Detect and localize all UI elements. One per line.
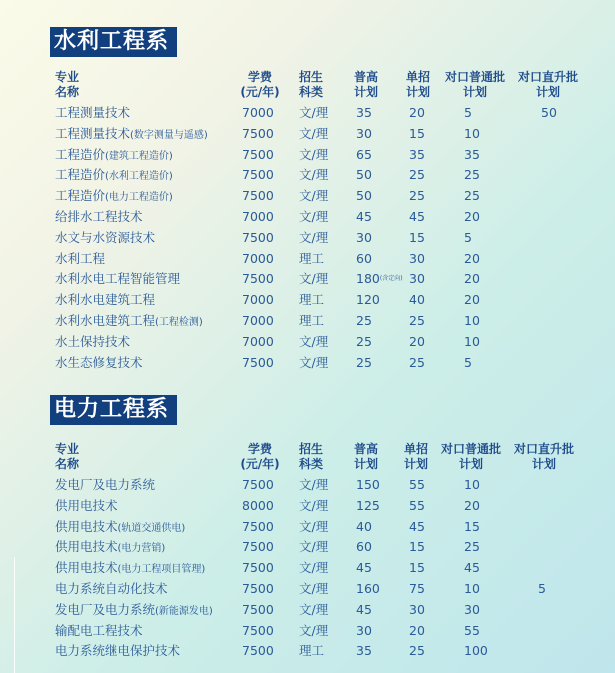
tuition-fee: 7500 bbox=[242, 188, 274, 204]
major-name: 水利水电建筑工程(工程检测) bbox=[55, 313, 203, 328]
gaokao-plan: 25 bbox=[356, 354, 372, 370]
danzhao-plan: 40 bbox=[409, 292, 425, 308]
major-subtitle: (电力工程项目管理) bbox=[117, 564, 206, 576]
duikou-plan: 10 bbox=[464, 333, 480, 349]
category: 理工 bbox=[299, 313, 325, 328]
gaokao-plan: 30 bbox=[356, 229, 372, 245]
gaokao-plan: 60 bbox=[356, 250, 372, 266]
major-name: 水利水电工程智能管理 bbox=[55, 271, 181, 287]
major-name: 工程造价(电力工程造价) bbox=[55, 188, 173, 204]
category: 文/理 bbox=[299, 146, 329, 162]
danzhao-plan: 45 bbox=[409, 518, 425, 534]
duikou-plan: 55 bbox=[464, 622, 480, 638]
major-name: 水文与水资源技术 bbox=[55, 229, 156, 245]
category: 文/理 bbox=[299, 125, 329, 141]
duikou-plan: 10 bbox=[464, 477, 480, 492]
major-subtitle: (新能源发电) bbox=[155, 605, 213, 617]
danzhao-plan: 15 bbox=[409, 125, 425, 141]
category: 文/理 bbox=[299, 539, 329, 555]
category: 文/理 bbox=[299, 601, 329, 617]
tuition-fee: 7500 bbox=[242, 601, 274, 617]
duikou-plan: 35 bbox=[464, 146, 480, 162]
header-zhisheng-plan: 对口直升批 计划 bbox=[517, 70, 578, 99]
table-row bbox=[0, 599, 615, 620]
major-name: 工程造价(水利工程造价) bbox=[55, 167, 173, 183]
gaokao-plan: 25 bbox=[356, 313, 372, 328]
category: 文/理 bbox=[299, 622, 329, 638]
major-name: 输配电工程技术 bbox=[55, 622, 143, 638]
category: 文/理 bbox=[299, 167, 329, 183]
header-duikou-plan: 对口普通批 计划 bbox=[440, 442, 501, 471]
major-subtitle: (建筑工程造价) bbox=[105, 150, 173, 162]
header-duikou-plan: 对口普通批 计划 bbox=[444, 70, 505, 99]
category: 理工 bbox=[299, 292, 325, 308]
category: 文/理 bbox=[299, 105, 329, 120]
category: 文/理 bbox=[299, 354, 329, 370]
gaokao-plan: 25 bbox=[356, 333, 372, 349]
category: 文/理 bbox=[299, 271, 329, 287]
duikou-plan: 45 bbox=[464, 560, 480, 576]
duikou-plan: 25 bbox=[464, 539, 480, 555]
header-zhisheng-plan: 对口直升批 计划 bbox=[513, 442, 574, 471]
category: 理工 bbox=[299, 250, 325, 266]
gaokao-plan: 40 bbox=[356, 518, 372, 534]
table-row bbox=[0, 123, 615, 144]
table-row bbox=[0, 227, 615, 248]
gaokao-plan: 50 bbox=[356, 167, 372, 183]
header-fee: 学费 (元/年) bbox=[240, 70, 280, 99]
header-fee: 学费 (元/年) bbox=[240, 442, 280, 471]
duikou-plan: 10 bbox=[464, 581, 480, 596]
tuition-fee: 7500 bbox=[242, 539, 274, 555]
danzhao-plan: 25 bbox=[409, 643, 425, 659]
table-row bbox=[0, 474, 615, 495]
danzhao-plan: 20 bbox=[409, 333, 425, 349]
table-row bbox=[0, 536, 615, 557]
table-row bbox=[0, 248, 615, 269]
duikou-plan: 5 bbox=[464, 105, 472, 120]
category: 文/理 bbox=[299, 560, 329, 576]
major-name: 水生态修复技术 bbox=[55, 354, 143, 370]
danzhao-plan: 75 bbox=[409, 581, 425, 596]
category: 文/理 bbox=[299, 497, 329, 513]
table-row bbox=[0, 557, 615, 578]
danzhao-plan: 30 bbox=[409, 250, 425, 266]
tuition-fee: 7500 bbox=[242, 477, 274, 492]
major-subtitle: (数字测量与遥感) bbox=[130, 129, 208, 141]
header-gaokao-plan: 普高 计划 bbox=[354, 70, 379, 99]
category: 文/理 bbox=[299, 581, 329, 596]
danzhao-plan: 25 bbox=[409, 167, 425, 183]
table-row bbox=[0, 268, 615, 289]
gaokao-plan: 65 bbox=[356, 146, 372, 162]
duikou-plan: 30 bbox=[464, 601, 480, 617]
gaokao-plan: $180^{(含定向)}$ bbox=[356, 271, 403, 287]
tuition-fee: 7500 bbox=[242, 354, 274, 370]
major-name: 水利水电建筑工程 bbox=[55, 292, 156, 308]
duikou-plan: 10 bbox=[464, 125, 480, 141]
tuition-fee: 7500 bbox=[242, 125, 274, 141]
gaokao-plan: 30 bbox=[356, 125, 372, 141]
major-subtitle: (电力营销) bbox=[117, 543, 166, 555]
danzhao-plan: 30 bbox=[409, 601, 425, 617]
header-gaokao-plan: 普高 计划 bbox=[354, 442, 379, 471]
danzhao-plan: 20 bbox=[409, 105, 425, 120]
gaokao-plan: 125 bbox=[356, 497, 380, 513]
tuition-fee: 7000 bbox=[242, 105, 274, 120]
table-row bbox=[0, 516, 615, 537]
duikou-plan: 20 bbox=[464, 250, 480, 266]
duikou-plan: 25 bbox=[464, 188, 480, 204]
gaokao-plan: 60 bbox=[356, 539, 372, 555]
tuition-fee: 7000 bbox=[242, 209, 274, 224]
gaokao-plan: 45 bbox=[356, 560, 372, 576]
tuition-fee: 7500 bbox=[242, 271, 274, 287]
category: 理工 bbox=[299, 643, 325, 659]
gaokao-plan: 160 bbox=[356, 581, 380, 596]
major-name: 供用电技术(电力营销) bbox=[55, 539, 166, 555]
category: 文/理 bbox=[299, 477, 329, 492]
tuition-fee: 7500 bbox=[242, 581, 274, 596]
tuition-fee: 7000 bbox=[242, 333, 274, 349]
tuition-fee: 7000 bbox=[242, 292, 274, 308]
category: 文/理 bbox=[299, 333, 329, 349]
section-title-power: 电力工程系 bbox=[50, 395, 177, 425]
major-subtitle: (轨道交通供电) bbox=[117, 522, 186, 534]
duikou-plan: 5 bbox=[464, 354, 472, 370]
category: 文/理 bbox=[299, 188, 329, 204]
table-row bbox=[0, 164, 615, 185]
gaokao-plan: 30 bbox=[356, 622, 372, 638]
section-title-water: 水利工程系 bbox=[50, 27, 177, 57]
header-danzhao-plan: 单招 计划 bbox=[406, 70, 431, 99]
header-category: 招生 科类 bbox=[299, 442, 324, 471]
gaokao-plan: 45 bbox=[356, 209, 372, 224]
header-name: 专业 名称 bbox=[55, 70, 80, 99]
major-name: 水土保持技术 bbox=[55, 333, 131, 349]
category: 文/理 bbox=[299, 209, 329, 224]
tuition-fee: 7500 bbox=[242, 229, 274, 245]
tuition-fee: 7500 bbox=[242, 146, 274, 162]
table-row bbox=[0, 144, 615, 165]
table-row bbox=[0, 495, 615, 516]
gaokao-plan: 45 bbox=[356, 601, 372, 617]
duikou-plan: 5 bbox=[464, 229, 472, 245]
header-name: 专业 名称 bbox=[55, 442, 80, 471]
category: 文/理 bbox=[299, 229, 329, 245]
tuition-fee: 8000 bbox=[242, 497, 274, 513]
duikou-plan: 25 bbox=[464, 167, 480, 183]
danzhao-plan: 15 bbox=[409, 539, 425, 555]
major-name: 电力系统继电保护技术 bbox=[55, 643, 181, 659]
tuition-fee: 7500 bbox=[242, 518, 274, 534]
gaokao-plan: 150 bbox=[356, 477, 380, 492]
gaokao-plan: 35 bbox=[356, 105, 372, 120]
category: 文/理 bbox=[299, 518, 329, 534]
danzhao-plan: 15 bbox=[409, 560, 425, 576]
zhisheng-plan: 50 bbox=[541, 105, 557, 120]
major-name: 工程测量技术(数字测量与遥感) bbox=[55, 125, 208, 141]
major-name: 供用电技术(电力工程项目管理) bbox=[55, 560, 206, 576]
table-row bbox=[0, 102, 615, 123]
danzhao-plan: 20 bbox=[409, 622, 425, 638]
duikou-plan: 10 bbox=[464, 313, 480, 328]
header-category: 招生 科类 bbox=[299, 70, 324, 99]
table-row bbox=[0, 640, 615, 661]
gaokao-plan: 120 bbox=[356, 292, 380, 308]
danzhao-plan: 15 bbox=[409, 229, 425, 245]
tuition-fee: 7000 bbox=[242, 313, 274, 328]
tuition-fee: 7500 bbox=[242, 167, 274, 183]
major-name: 供用电技术 bbox=[55, 497, 118, 513]
tuition-fee: 7500 bbox=[242, 622, 274, 638]
tuition-fee: 7500 bbox=[242, 643, 274, 659]
major-subtitle: (工程检测) bbox=[155, 317, 203, 328]
danzhao-plan: 35 bbox=[409, 146, 425, 162]
gaokao-plan: 35 bbox=[356, 643, 372, 659]
major-name: 发电厂及电力系统(新能源发电) bbox=[55, 601, 213, 617]
table-row bbox=[0, 289, 615, 310]
table-row bbox=[0, 185, 615, 206]
duikou-plan: 20 bbox=[464, 292, 480, 308]
decorative-line bbox=[0, 557, 15, 673]
duikou-plan: 20 bbox=[464, 497, 480, 513]
table-row bbox=[0, 620, 615, 641]
duikou-plan: 15 bbox=[464, 518, 480, 534]
header-danzhao-plan: 单招 计划 bbox=[404, 442, 429, 471]
major-name: 发电厂及电力系统 bbox=[55, 477, 156, 492]
major-name: 工程造价(建筑工程造价) bbox=[55, 146, 173, 162]
duikou-plan: 100 bbox=[464, 643, 488, 659]
table-row bbox=[0, 331, 615, 352]
table-row bbox=[0, 578, 615, 599]
table-row bbox=[0, 352, 615, 373]
tuition-fee: 7500 bbox=[242, 560, 274, 576]
plan-note: (含定向) bbox=[379, 275, 403, 283]
major-name: 电力系统自动化技术 bbox=[55, 581, 168, 596]
zhisheng-plan: 5 bbox=[538, 581, 546, 596]
danzhao-plan: 25 bbox=[409, 188, 425, 204]
major-subtitle: (电力工程造价) bbox=[105, 192, 173, 204]
tuition-fee: 7000 bbox=[242, 250, 274, 266]
major-name: 供用电技术(轨道交通供电) bbox=[55, 518, 186, 534]
major-name: 给排水工程技术 bbox=[55, 209, 143, 224]
major-name: 水利工程 bbox=[55, 250, 106, 266]
major-subtitle: (水利工程造价) bbox=[105, 171, 173, 183]
danzhao-plan: 30 bbox=[409, 271, 425, 287]
table-row bbox=[0, 310, 615, 331]
table-row bbox=[0, 206, 615, 227]
duikou-plan: 20 bbox=[464, 209, 480, 224]
danzhao-plan: 55 bbox=[409, 497, 425, 513]
major-name: 工程测量技术 bbox=[55, 105, 131, 120]
danzhao-plan: 25 bbox=[409, 354, 425, 370]
danzhao-plan: 25 bbox=[409, 313, 425, 328]
danzhao-plan: 55 bbox=[409, 477, 425, 492]
gaokao-plan: 50 bbox=[356, 188, 372, 204]
duikou-plan: 20 bbox=[464, 271, 480, 287]
danzhao-plan: 45 bbox=[409, 209, 425, 224]
